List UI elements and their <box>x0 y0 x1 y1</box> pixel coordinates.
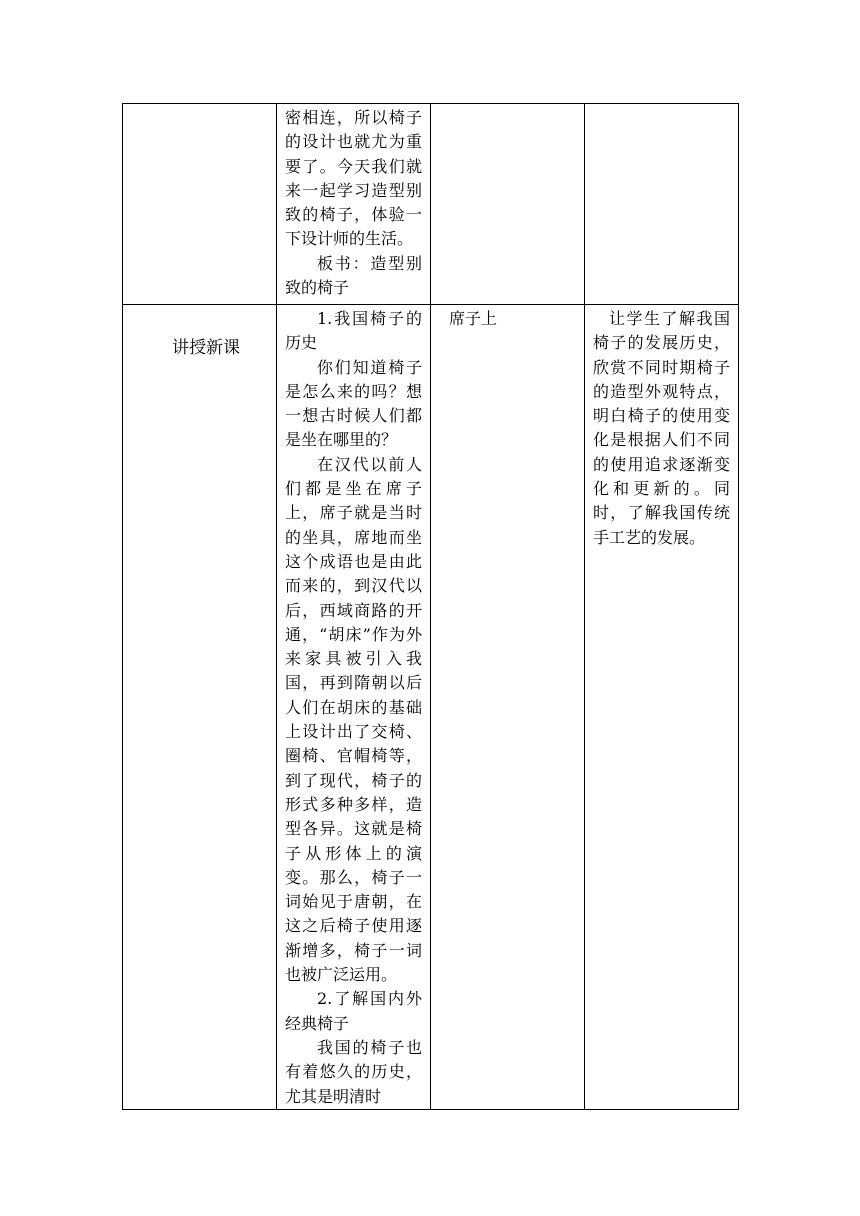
stage-cell <box>123 305 277 1110</box>
paragraph: 2.了解国内外经典椅子 <box>285 989 422 1033</box>
student-activity-text: 席子上 <box>449 309 498 328</box>
teacher-activity-cell <box>277 104 431 305</box>
teacher-activity-cell <box>277 305 431 1110</box>
paragraph: 在汉代以前人们都是坐在席子上，席子就是当时的坐具，席地而坐这个成语也是由此而来的，到汉代以后，西域商路的开通，“胡床”作为外来家具被引入我国，再到隋朝以后人们在胡床的基础上设计出了交椅、圈椅、官帽椅等，到了现代，椅子的形式多种多样，造型各异。这就是椅子从形体上的演变。那么，椅子一词始见于唐朝，在这之后椅子使用逐渐增多，椅子一词也被广泛运用。 <box>285 454 422 985</box>
paragraph: 1.我国椅子的历史 <box>285 309 422 353</box>
paragraph: 板书：造型别致的椅子 <box>285 253 422 298</box>
paragraph: 密相连，所以椅子的设计也就尤为重要了。今天我们就来一起学习造型别致的椅子，体验一下设计师的生活。 <box>285 108 422 249</box>
stage-cell <box>123 104 277 305</box>
table-row <box>123 104 739 305</box>
paragraph: 你们知道椅子是怎么来的吗？想一想古时候人们都是坐在哪里的？ <box>285 357 422 450</box>
student-activity-cell <box>431 104 585 305</box>
design-intent-cell <box>585 104 739 305</box>
paragraph: 我国的椅子也有着悠久的历史，尤其是明清时 <box>285 1037 422 1106</box>
design-intent-cell <box>585 305 739 1110</box>
design-intent-text: 让学生了解我国椅子的发展历史，欣赏不同时期椅子的造型外观特点，明白椅子的使用变化是根据人们不同的使用追求逐渐变化和更新的。同时，了解我国传统手工艺的发展。 <box>593 309 730 547</box>
stage-label: 讲授新课 <box>172 338 240 358</box>
student-activity-cell <box>431 305 585 1110</box>
lesson-plan-table <box>122 103 739 1110</box>
table-row <box>123 305 739 1110</box>
